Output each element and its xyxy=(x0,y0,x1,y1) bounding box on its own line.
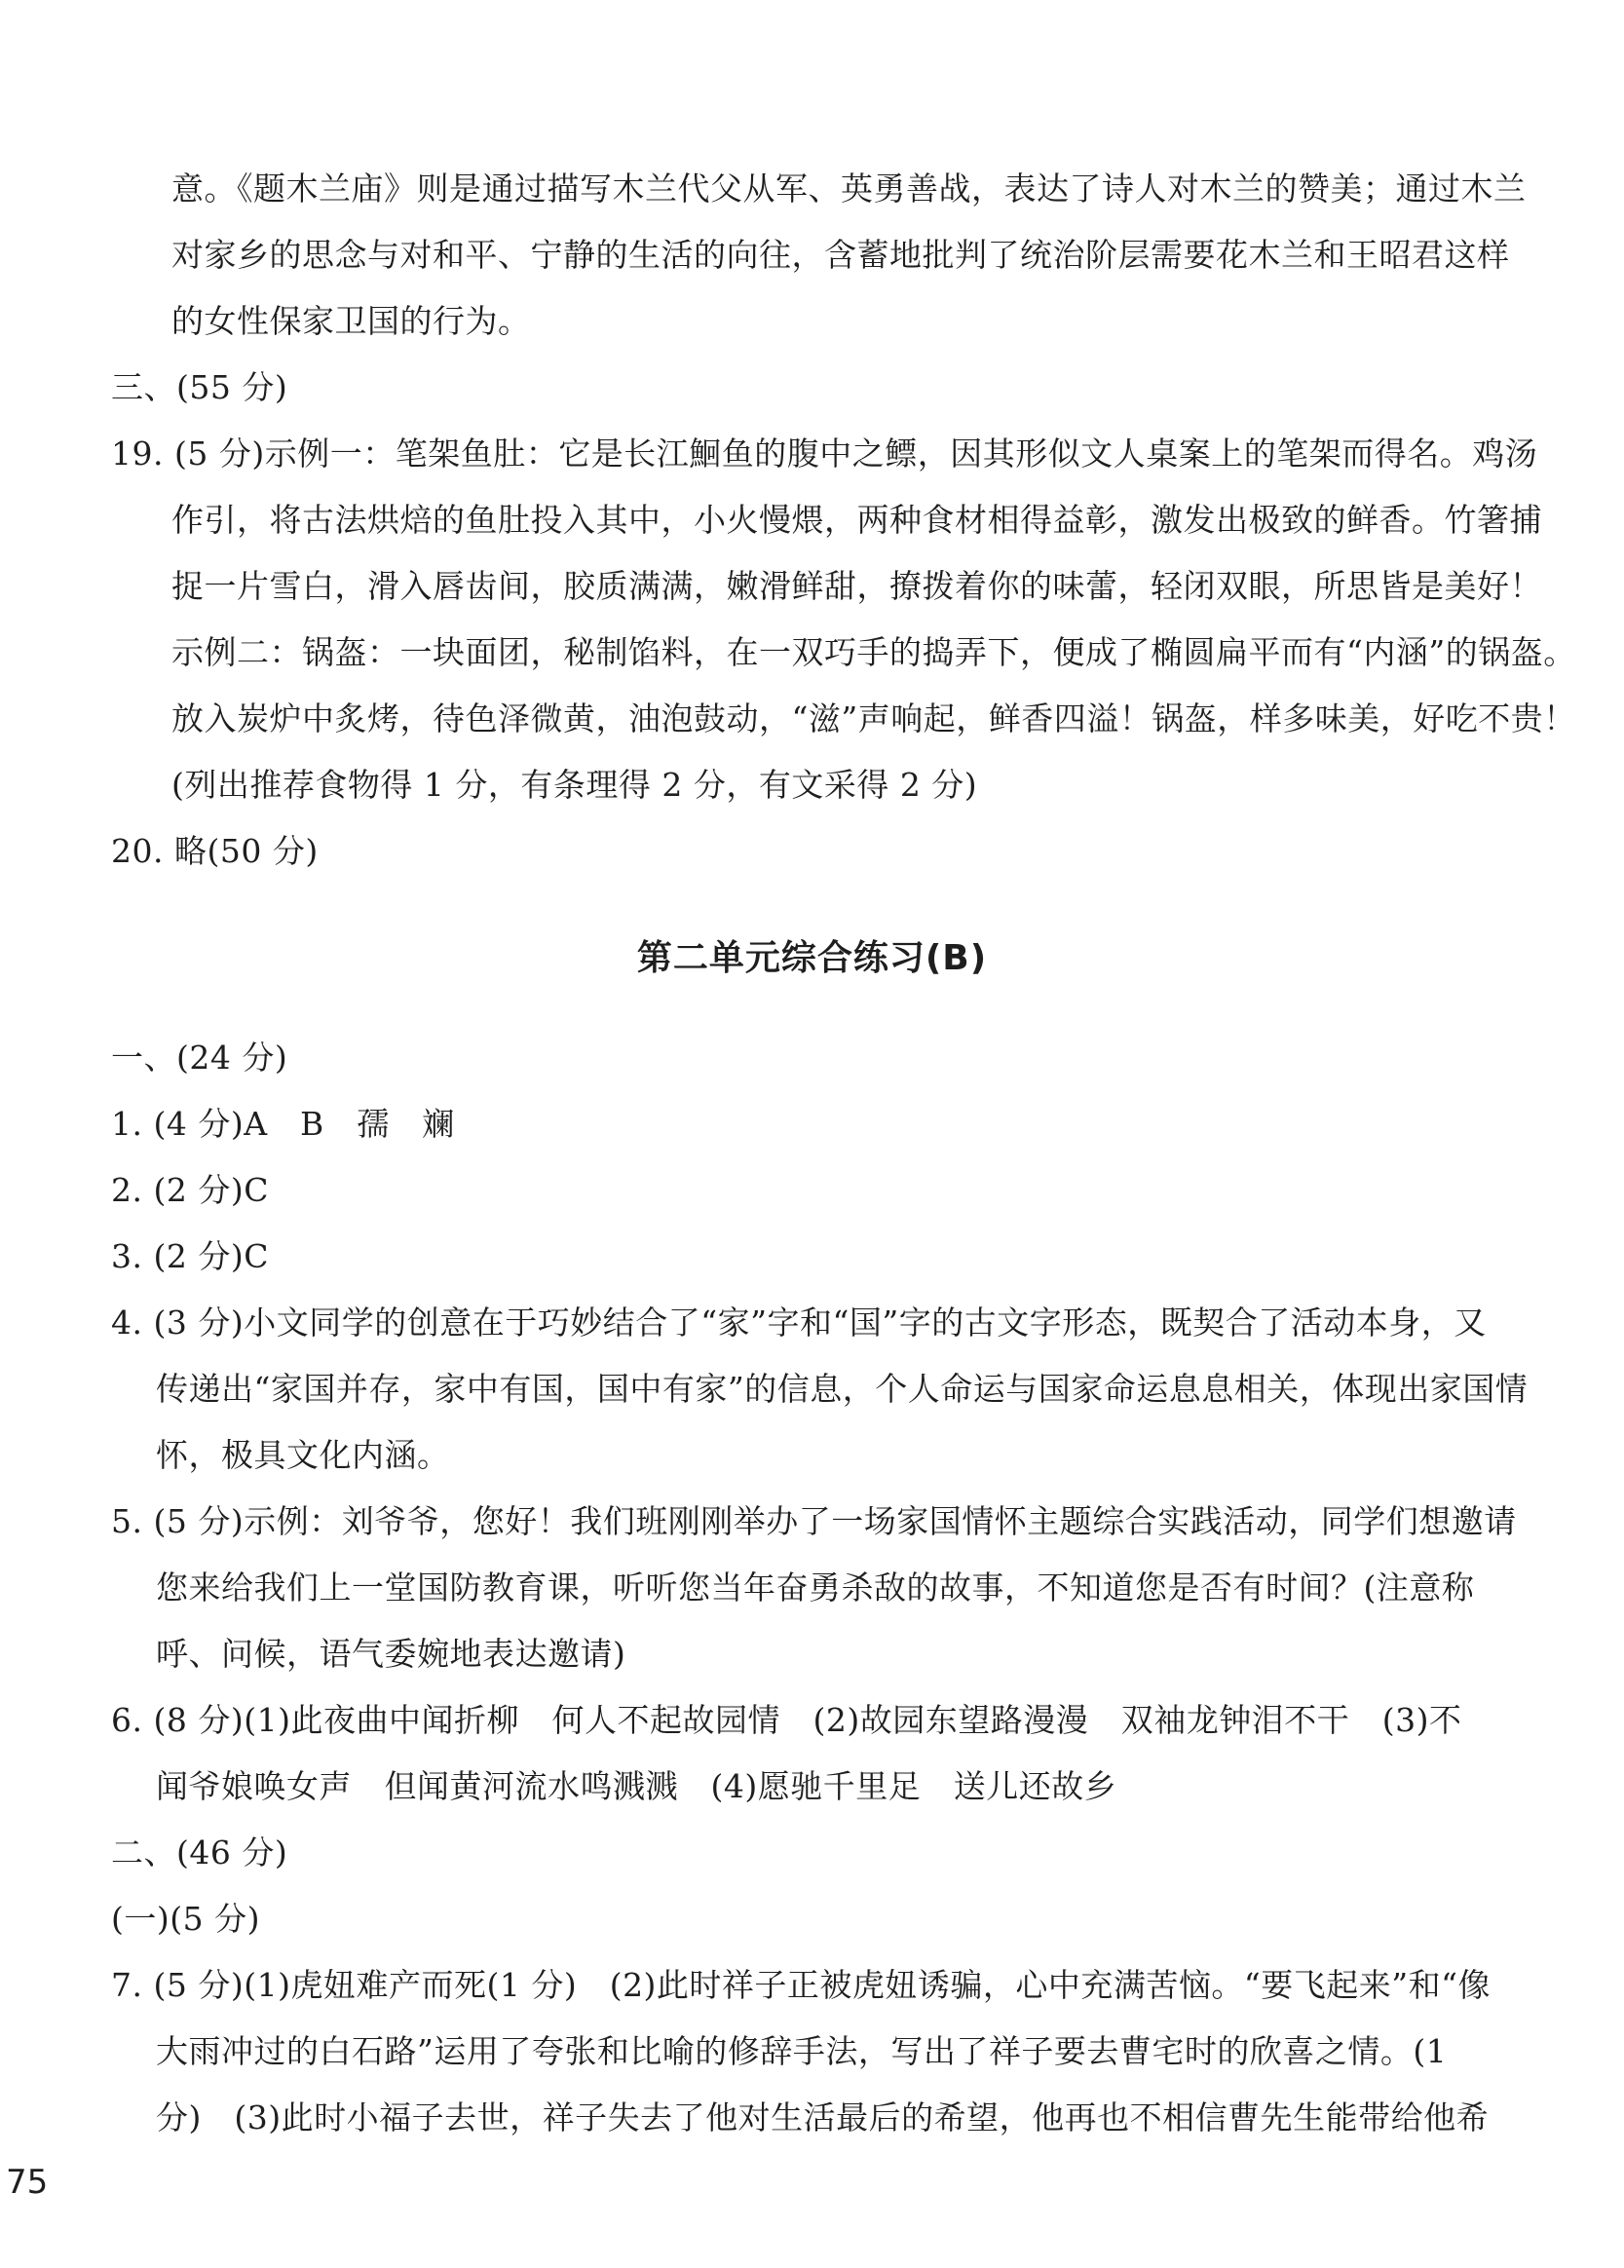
question-item: 3. (2 分)C xyxy=(111,1237,269,1275)
question-item: 19. (5 分)示例一：笔架鱼肚：它是长江鮰鱼的腹中之鳔，因其形似文人桌案上的笔架而得名。鸡汤 xyxy=(111,435,1538,472)
question-item: 7. (5 分)(1)虎妞难产而死(1 分) (2)此时祥子正被虎妞诱骗，心中充满苦恼。“要飞起来”和“像 xyxy=(111,1966,1492,2004)
question-item: 2. (2 分)C xyxy=(111,1171,269,1209)
text-line: 呼、问候，语气委婉地表达邀请) xyxy=(156,1635,626,1673)
question-item: 5. (5 分)示例：刘爷爷，您好！我们班刚刚举办了一场家国情怀主题综合实践活动，同学们想邀请 xyxy=(111,1502,1517,1540)
text-line: 意。《题木兰庙》则是通过描写木兰代父从军、英勇善战，表达了诗人对木兰的赞美；通过木兰 xyxy=(171,170,1527,208)
question-item: 1. (4 分)A B 孺 斓 xyxy=(111,1105,455,1143)
text-line: 放入炭炉中炙烤，待色泽微黄，油泡鼓动，“滋”声响起，鲜香四溢！锅盔，样多味美，好吃不贵！ xyxy=(171,699,1576,737)
scoring-note: (列出推荐食物得 1 分，有条理得 2 分，有文采得 2 分) xyxy=(171,766,978,804)
text-line: 分) (3)此时小福子去世，祥子失去了他对生活最后的希望，他再也不相信曹先生能带给他希 xyxy=(156,2098,1490,2136)
text-line: 示例二：锅盔：一块面团，秘制馅料，在一双巧手的捣弄下，便成了椭圆扁平而有“内涵”的锅盔。 xyxy=(171,633,1576,671)
text-line: 闻爷娘唤女声 但闻黄河流水鸣溅溅 (4)愿驰千里足 送儿还故乡 xyxy=(156,1767,1117,1805)
section-heading: 三、(55 分) xyxy=(111,368,288,406)
text-line: 传递出“家国并存，家中有国，国中有家”的信息，个人命运与国家命运息息相关，体现出家国情 xyxy=(156,1370,1529,1408)
text-line: 作引，将古法烘焙的鱼肚投入其中，小火慢煨，两种食材相得益彰，激发出极致的鲜香。竹箸捕 xyxy=(171,501,1542,539)
page-number: 75 xyxy=(6,2163,49,2202)
text-line: 您来给我们上一堂国防教育课，听听您当年奋勇杀敌的故事，不知道您是否有时间？(注意称 xyxy=(156,1569,1475,1606)
section-heading: 一、(24 分) xyxy=(111,1039,288,1077)
text-line: 大雨冲过的白石路”运用了夸张和比喻的修辞手法，写出了祥子要去曹宅时的欣喜之情。(1 xyxy=(156,2032,1448,2070)
text-line: 的女性保家卫国的行为。 xyxy=(171,302,531,340)
question-item: 4. (3 分)小文同学的创意在于巧妙结合了“家”字和“国”字的古文字形态，既契合了活动本身，又 xyxy=(111,1304,1487,1342)
question-item: 20. 略(50 分) xyxy=(111,832,319,870)
text-line: 怀，极具文化内涵。 xyxy=(156,1436,450,1474)
section-heading: 二、(46 分) xyxy=(111,1833,288,1871)
text-line: 对家乡的思念与对和平、宁静的生活的向往，含蓄地批判了统治阶层需要花木兰和王昭君这样 xyxy=(171,236,1510,274)
section-title: 第二单元综合练习(B) xyxy=(636,938,988,978)
text-line: 捉一片雪白，滑入唇齿间，胶质满满，嫩滑鲜甜，撩拨着你的味蕾，轻闭双眼，所思皆是美好！ xyxy=(171,567,1542,605)
question-item: 6. (8 分)(1)此夜曲中闻折柳 何人不起故园情 (2)故园东望路漫漫 双袖龙钟泪不干 (3)不 xyxy=(111,1701,1462,1739)
subsection-heading: (一)(5 分) xyxy=(111,1900,260,1938)
